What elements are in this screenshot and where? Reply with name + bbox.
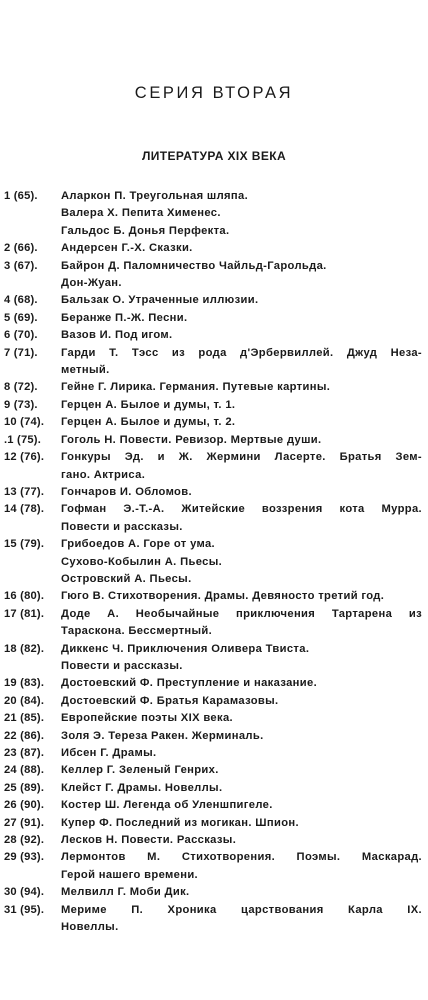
entry-number: 24 (88).	[4, 764, 45, 777]
entry-number: 30 (94).	[4, 886, 45, 899]
list-item	[4, 345, 422, 380]
entry-line: Лермонтов М. Стихотворения. Поэмы. Маскарад.	[61, 851, 422, 864]
entry-text	[61, 849, 422, 884]
entry-text	[61, 797, 422, 814]
entry-line: Гонкуры Эд. и Ж. Жермини Ласерте. Братья Зем-	[61, 451, 422, 464]
entry-number: 28 (92).	[4, 834, 45, 847]
entry-text	[61, 536, 422, 588]
entry-number: 17 (81).	[4, 607, 45, 620]
list-item	[4, 310, 422, 327]
entry-line: Беранже П.-Ж. Песни.	[61, 311, 188, 324]
entry-line: Достоевский Ф. Братья Карамазовы.	[61, 694, 279, 707]
list-item	[4, 240, 422, 257]
entry-text	[61, 484, 422, 501]
entry-text	[61, 902, 422, 937]
entry-text	[61, 258, 422, 293]
entry-line: Гоголь Н. Повести. Ревизор. Мертвые души.	[61, 433, 322, 446]
entry-line: Купер Ф. Последний из могикан. Шпион.	[61, 816, 299, 829]
list-item	[4, 902, 422, 937]
list-item	[4, 762, 422, 779]
list-item	[4, 484, 422, 501]
entry-line: метный.	[61, 364, 110, 377]
entry-text	[61, 693, 422, 710]
entry-number: 20 (84).	[4, 694, 45, 707]
entry-line: Лесков Н. Повести. Рассказы.	[61, 834, 237, 847]
entry-number: 12 (76).	[4, 451, 45, 464]
book-list	[4, 188, 422, 936]
entry-text	[61, 641, 422, 676]
entry-line: Островский А. Пьесы.	[61, 572, 192, 585]
entry-number: 18 (82).	[4, 642, 45, 655]
entry-line: Андерсен Г.-Х. Сказки.	[61, 242, 193, 255]
entry-number: 7 (71).	[4, 346, 38, 359]
entry-line: Мелвилл Г. Моби Дик.	[61, 886, 190, 899]
entry-number: 21 (85).	[4, 712, 45, 725]
entry-line: Гофман Э.-Т.-А. Житейские воззрения кота Мурра.	[61, 503, 422, 516]
entry-text	[61, 292, 422, 309]
entry-line: Бальзак О. Утраченные иллюзии.	[61, 294, 259, 307]
entry-text	[61, 710, 422, 727]
list-item	[4, 188, 422, 240]
list-item	[4, 641, 422, 676]
list-item	[4, 728, 422, 745]
entry-number: 6 (70).	[4, 329, 38, 342]
entry-number: 9 (73).	[4, 398, 38, 411]
entry-number: 19 (83).	[4, 677, 45, 690]
entry-line: Диккенс Ч. Приключения Оливера Твиста.	[61, 642, 310, 655]
entry-number: 23 (87).	[4, 747, 45, 759]
entry-line: Ибсен Г. Драмы.	[61, 747, 157, 759]
list-item	[4, 432, 422, 449]
entry-number: 4 (68).	[4, 294, 38, 307]
list-item	[4, 414, 422, 431]
entry-line: Келлер Г. Зеленый Генрих.	[61, 764, 219, 777]
list-item	[4, 536, 422, 588]
entry-line: Повести и рассказы.	[61, 659, 183, 672]
list-item	[4, 780, 422, 797]
entry-text	[61, 606, 422, 641]
list-item	[4, 675, 422, 692]
entry-line: Герой нашего времени.	[61, 868, 199, 881]
entry-line: Доде А. Необычайные приключения Тартарена из	[61, 607, 422, 620]
entry-number: .1 (75).	[4, 433, 42, 446]
entry-line: Тараскона. Бессмертный.	[61, 625, 213, 638]
entry-text	[61, 310, 422, 327]
list-item	[4, 815, 422, 832]
list-item	[4, 292, 422, 309]
entry-text	[61, 745, 422, 762]
entry-text	[61, 675, 422, 692]
entry-line: Повести и рассказы.	[61, 520, 183, 533]
entry-line: Мериме П. Хроника царствования Карла IX.	[61, 903, 422, 916]
entry-text	[61, 762, 422, 779]
list-item	[4, 258, 422, 293]
list-item	[4, 501, 422, 536]
entry-number: 22 (86).	[4, 729, 45, 742]
list-item	[4, 449, 422, 484]
entry-number: 27 (91).	[4, 816, 45, 829]
entry-text	[61, 832, 422, 849]
entry-line: Сухово-Кобылин А. Пьесы.	[61, 555, 223, 568]
entry-number: 26 (90).	[4, 799, 45, 812]
entry-number: 14 (78).	[4, 503, 45, 516]
entry-number: 25 (89).	[4, 781, 45, 794]
list-item	[4, 327, 422, 344]
entry-number: 5 (69).	[4, 311, 38, 324]
entry-line: Вазов И. Под игом.	[61, 329, 173, 342]
entry-text	[61, 397, 422, 414]
entry-line: Дон-Жуан.	[61, 277, 122, 290]
entry-number: 13 (77).	[4, 485, 45, 498]
entry-text	[61, 501, 422, 536]
list-item	[4, 849, 422, 884]
list-item	[4, 884, 422, 901]
entry-text	[61, 815, 422, 832]
entry-line: Гарди Т. Тэсс из рода д'Эрбервиллей. Джуд Неза-	[61, 346, 422, 359]
list-item	[4, 832, 422, 849]
entry-number: 15 (79).	[4, 538, 45, 551]
entry-line: Клейст Г. Драмы. Новеллы.	[61, 781, 223, 794]
list-item	[4, 745, 422, 762]
entry-number: 10 (74).	[4, 416, 45, 429]
series-title: СЕРИЯ ВТОРАЯ	[134, 84, 294, 102]
entry-number: 29 (93).	[4, 851, 45, 864]
entry-line: Валера Х. Пепита Хименес.	[61, 207, 221, 220]
entry-line: Грибоедов А. Горе от ума.	[61, 538, 216, 551]
entry-number: 16 (80).	[4, 590, 45, 603]
entry-line: Байрон Д. Паломничество Чайльд-Гарольда.	[61, 259, 327, 272]
entry-number: 2 (66).	[4, 242, 38, 255]
entry-line: Гюго В. Стихотворения. Драмы. Девяносто третий год.	[61, 590, 385, 603]
entry-line: Гончаров И. Обломов.	[61, 485, 192, 498]
entry-line: гано. Актриса.	[61, 468, 146, 481]
entry-number: 1 (65).	[4, 190, 38, 202]
entry-text	[61, 432, 422, 449]
list-item	[4, 797, 422, 814]
entry-text	[61, 728, 422, 745]
entry-number: 3 (67).	[4, 259, 38, 272]
entry-text	[61, 345, 422, 380]
entry-line: Герцен А. Былое и думы, т. 2.	[61, 416, 236, 429]
entry-line: Гальдос Б. Донья Перфекта.	[61, 224, 230, 237]
entry-text	[61, 588, 422, 605]
list-item	[4, 397, 422, 414]
section-title: ЛИТЕРАТУРА XIX ВЕКА	[141, 149, 287, 163]
entry-text	[61, 240, 422, 257]
entry-number: 8 (72).	[4, 381, 38, 394]
entry-number: 31 (95).	[4, 903, 45, 916]
entry-text	[61, 414, 422, 431]
list-item	[4, 693, 422, 710]
entry-line: Аларкон П. Треугольная шляпа.	[61, 190, 249, 202]
entry-line: Достоевский Ф. Преступление и наказание.	[61, 677, 318, 690]
entry-line: Герцен А. Былое и думы, т. 1.	[61, 398, 236, 411]
entry-line: Европейские поэты XIX века.	[61, 712, 233, 725]
list-item	[4, 588, 422, 605]
entry-line: Золя Э. Тереза Ракен. Жерминаль.	[61, 729, 264, 742]
entry-text	[61, 449, 422, 484]
entry-text	[61, 188, 422, 240]
list-item	[4, 606, 422, 641]
list-item	[4, 379, 422, 396]
entry-text	[61, 780, 422, 797]
entry-text	[61, 884, 422, 901]
list-item	[4, 710, 422, 727]
entry-line: Новеллы.	[61, 921, 119, 934]
entry-text	[61, 327, 422, 344]
entry-line: Гейне Г. Лирика. Германия. Путевые картины.	[61, 381, 331, 394]
entry-text	[61, 379, 422, 396]
entry-line: Костер Ш. Легенда об Уленшпигеле.	[61, 799, 273, 812]
